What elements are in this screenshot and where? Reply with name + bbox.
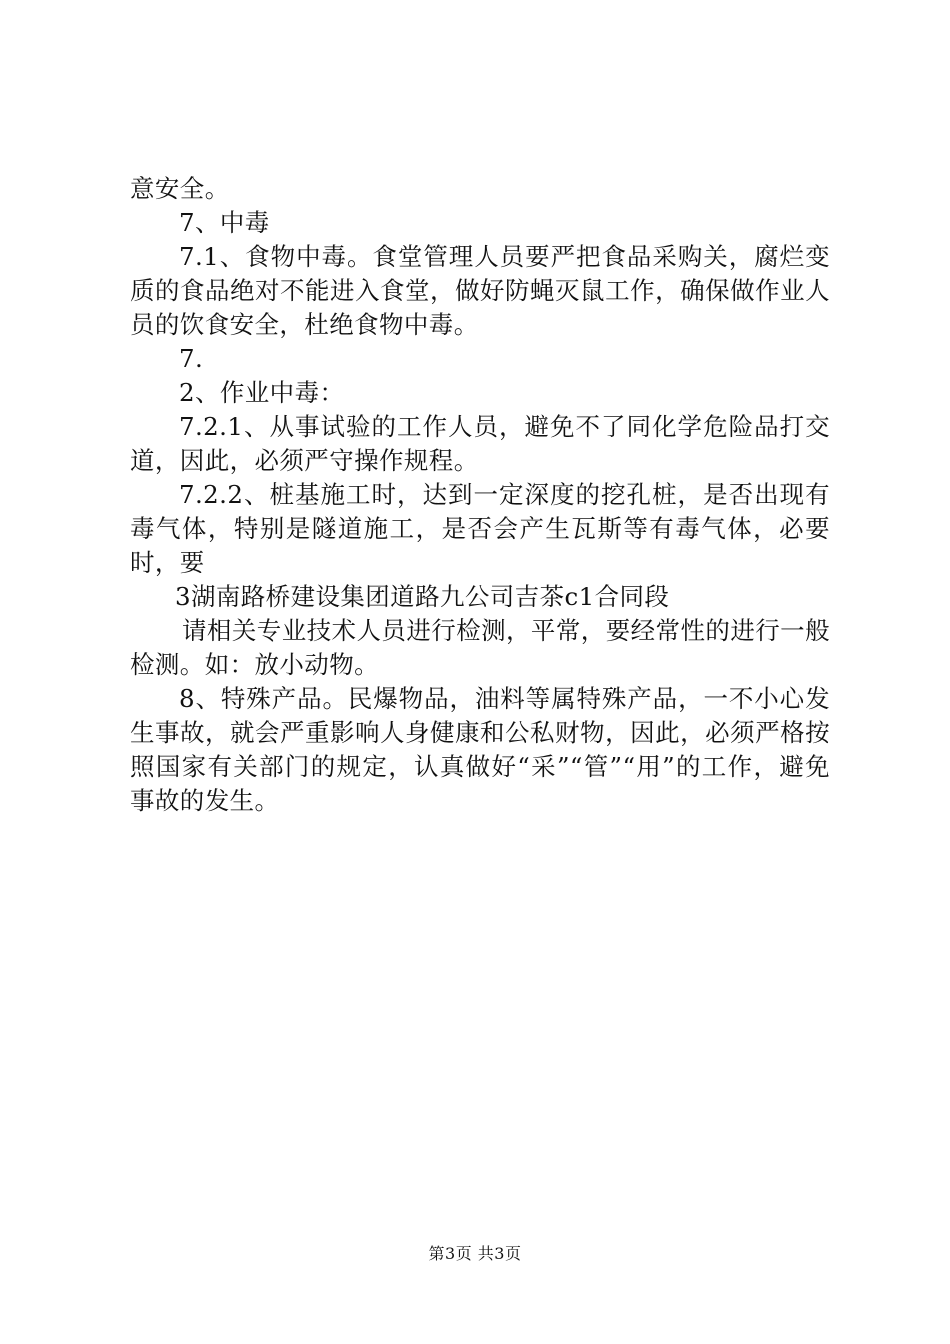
running-header-line: 3湖南路桥建设集团道路九公司吉茶c1合同段 (175, 582, 670, 611)
paragraph-lab-staff: 7.2.1、从事试验的工作人员，避免不了同化学危险品打交道，因此，必须严守操作规程。 (130, 412, 830, 475)
document-body (130, 172, 830, 818)
paragraph-pile-foundation: 7.2.2、桩基施工时，达到一定深度的挖孔桩，是否出现有毒气体，特别是隧道施工，是否会产生瓦斯等有毒气体，必要时，要 (130, 480, 830, 577)
section-heading-poisoning: 7、中毒 (179, 208, 270, 237)
section-heading-work-poisoning: 2、作业中毒： (179, 378, 345, 407)
section-number-fragment: 7. (179, 344, 204, 373)
paragraph-continuation: 意安全。 (130, 174, 230, 203)
paragraph-food-poisoning: 7.1、食物中毒。食堂管理人员要严把食品采购关，腐烂变质的食品绝对不能进入食堂，做好防蝇灭鼠工作，确保做作业人员的饮食安全，杜绝食物中毒。 (130, 242, 830, 339)
paragraph-inspection: 请相关专业技术人员进行检测，平常，要经常性的进行一般检测。如：放小动物。 (130, 616, 830, 679)
page-number-footer: 第3页 共3页 (428, 1244, 522, 1263)
paragraph-special-products: 8、特殊产品。民爆物品，油料等属特殊产品，一不小心发生事故，就会严重影响人身健康和公私财物，因此，必须严格按照国家有关部门的规定，认真做好“采”“管”“用”的工作，避免事故的发生。 (130, 684, 830, 815)
